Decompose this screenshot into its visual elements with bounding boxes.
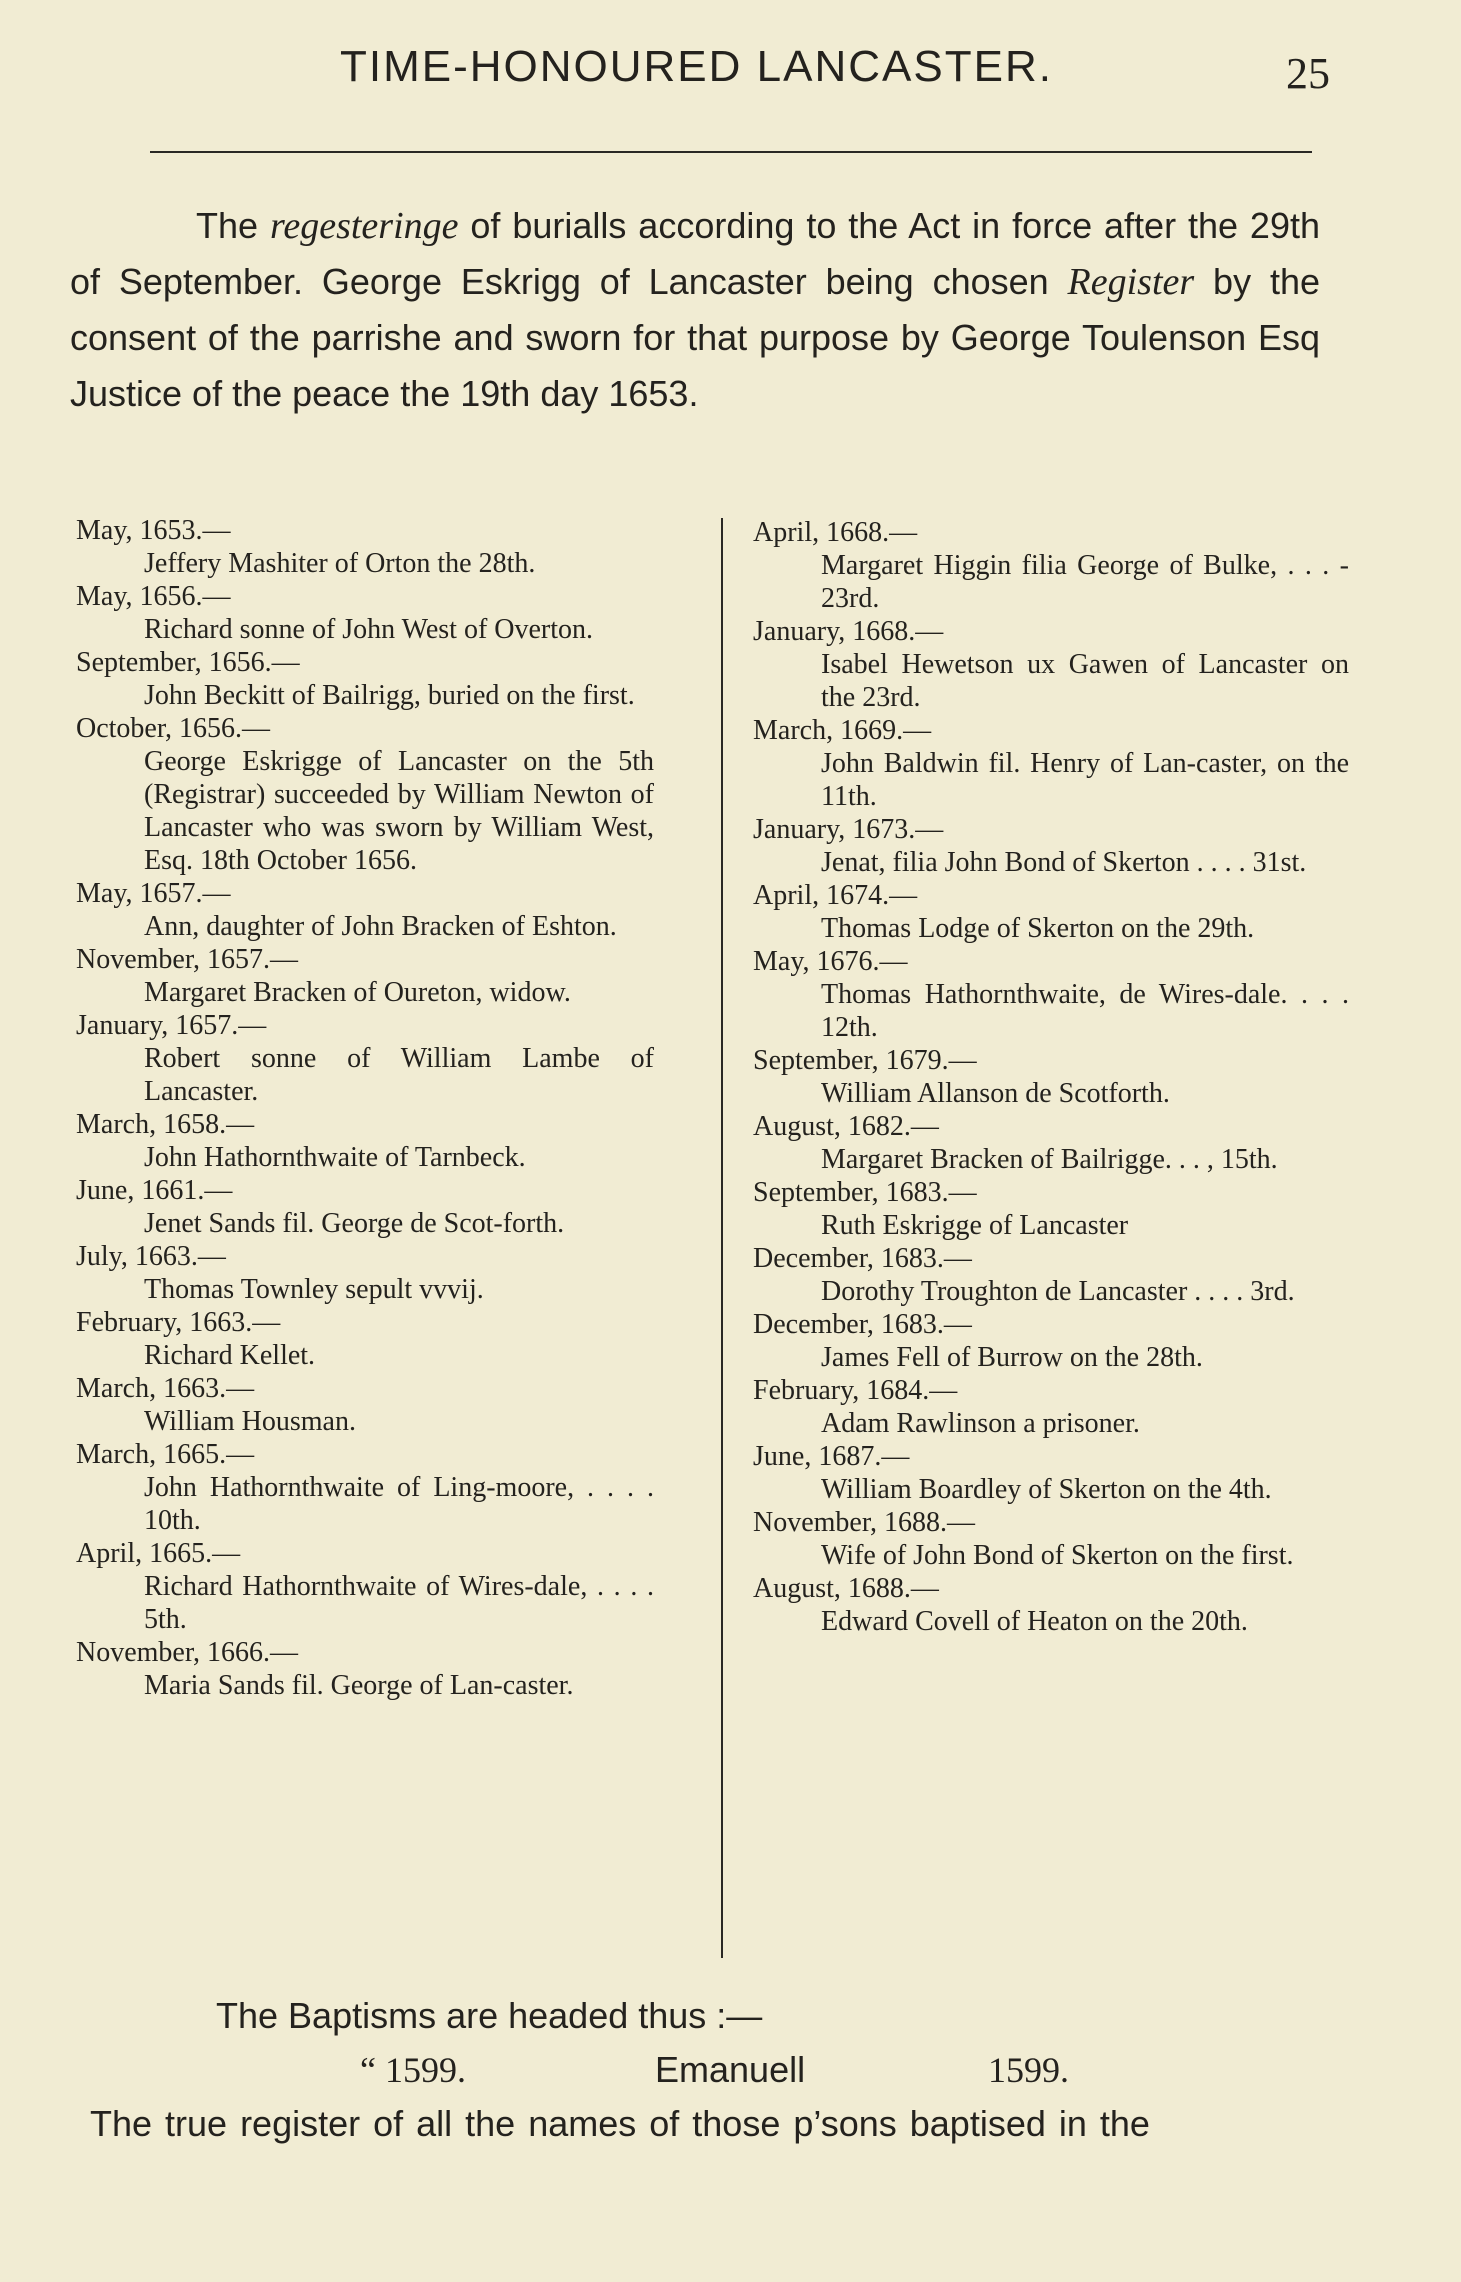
entry-description: William Housman.: [144, 1406, 356, 1437]
page-number: 25: [1286, 49, 1330, 98]
entry-date: April, 1668.—: [753, 517, 918, 548]
entry-date: February, 1663.—: [76, 1307, 281, 1338]
register-entry: [76, 1636, 654, 1702]
entry-description: James Fell of Burrow on the 28th.: [821, 1342, 1203, 1373]
intro-text-3: by the consent of the parrishe and sworn for that purpose by George Toulenson Esq Justice of the peace the 19th day 1653.: [70, 261, 1321, 414]
register-entry: [753, 1572, 1349, 1638]
entry-date: May, 1676.—: [753, 946, 908, 977]
entry-description: Jeffery Mashiter of Orton the 28th.: [144, 548, 536, 579]
entry-date: September, 1683.—: [753, 1177, 977, 1208]
register-entry: [753, 1374, 1349, 1440]
entry-date: May, 1657.—: [76, 878, 231, 909]
entry-date: April, 1665.—: [76, 1538, 241, 1569]
entry-description: Isabel Hewetson ux Gawen of Lancaster on the 23rd.: [821, 649, 1349, 713]
intro-text-2: of burialls according to the Act in force after the 29th of September. George Eskrigg of Lancaster being chosen: [70, 205, 1320, 302]
baptisms-quote-line: [90, 2049, 1340, 2099]
entry-date: March, 1658.—: [76, 1109, 255, 1140]
register-entry: [76, 1240, 654, 1306]
entry-description: John Baldwin fil. Henry of Lan-caster, on the 11th.: [821, 748, 1349, 812]
left-column: [76, 514, 654, 1702]
entry-description: John Hathornthwaite of Tarnbeck.: [144, 1142, 526, 1173]
baptisms-text-line: The true register of all the names of those p’sons baptised in the: [90, 2103, 1150, 2144]
intro-term-register: Register: [1067, 261, 1195, 303]
entry-description: Maria Sands fil. George of Lan-caster.: [144, 1670, 574, 1701]
register-entry: [753, 1044, 1349, 1110]
entry-description: Jenet Sands fil. George de Scot-forth.: [144, 1208, 565, 1239]
register-entry: [753, 714, 1349, 813]
entry-date: January, 1673.—: [753, 814, 944, 845]
entry-date: November, 1666.—: [76, 1637, 299, 1668]
entry-description: George Eskrigge of Lancaster on the 5th (Registrar) succeeded by William Newton of Lancaster who was sworn by William West, Esq. 18th October 1656.: [144, 746, 654, 876]
entry-date: March, 1663.—: [76, 1373, 255, 1404]
entry-description: Margaret Bracken of Oureton, widow.: [144, 977, 571, 1008]
entry-description: Dorothy Troughton de Lancaster . . . . 3rd.: [821, 1276, 1295, 1307]
entry-description: Margaret Higgin filia George of Bulke, . . . - 23rd.: [821, 550, 1349, 614]
entry-description: William Allanson de Scotforth.: [821, 1078, 1170, 1109]
entry-date: December, 1683.—: [753, 1243, 972, 1274]
register-entry: [753, 1506, 1349, 1572]
entry-date: January, 1668.—: [753, 616, 944, 647]
entry-description: John Hathornthwaite of Ling-moore, . . . . 10th.: [144, 1472, 654, 1536]
register-entry: [753, 945, 1349, 1044]
register-entry: [753, 1308, 1349, 1374]
right-column: [753, 516, 1349, 1638]
entry-date: June, 1661.—: [76, 1175, 233, 1206]
register-entry: [753, 1110, 1349, 1176]
entry-description: William Boardley of Skerton on the 4th.: [821, 1474, 1272, 1505]
intro-paragraph: [70, 198, 1320, 422]
entry-description: Thomas Townley sepult vvvij.: [144, 1274, 484, 1305]
register-entry: [76, 877, 654, 943]
entry-date: February, 1684.—: [753, 1375, 958, 1406]
entry-date: October, 1656.—: [76, 713, 271, 744]
register-entry: [76, 1108, 654, 1174]
entry-description: Edward Covell of Heaton on the 20th.: [821, 1606, 1248, 1637]
register-entry: [753, 516, 1349, 615]
entry-description: Jenat, filia John Bond of Skerton . . . . 31st.: [821, 847, 1307, 878]
entry-description: Thomas Lodge of Skerton on the 29th.: [821, 913, 1255, 944]
entry-date: August, 1682.—: [753, 1111, 939, 1142]
register-entry: [76, 1537, 654, 1636]
column-divider: [721, 518, 723, 1958]
entry-description: John Beckitt of Bailrigg, buried on the first.: [144, 680, 635, 711]
baptisms-heading: The Baptisms are headed thus :—: [216, 1995, 763, 2036]
intro-term-regesteringe: regesteringe: [269, 205, 459, 247]
entry-description: Margaret Bracken of Bailrigge. . . , 15th.: [821, 1144, 1278, 1175]
entry-date: December, 1683.—: [753, 1309, 972, 1340]
register-entry: [753, 615, 1349, 714]
entry-description: Thomas Hathornthwaite, de Wires-dale. . . . 12th.: [821, 979, 1349, 1043]
register-entry: [76, 514, 654, 580]
entry-date: November, 1657.—: [76, 944, 299, 975]
entry-date: March, 1665.—: [76, 1439, 255, 1470]
register-entry: [76, 580, 654, 646]
entry-description: Robert sonne of William Lambe of Lancaster.: [144, 1043, 654, 1107]
register-entry: [76, 1306, 654, 1372]
entry-date: June, 1687.—: [753, 1441, 910, 1472]
entry-date: September, 1679.—: [753, 1045, 977, 1076]
entry-date: September, 1656.—: [76, 647, 300, 678]
entry-date: August, 1688.—: [753, 1573, 939, 1604]
register-entry: [76, 1372, 654, 1438]
entry-description: Richard Hathornthwaite of Wires-dale, . . . . 5th.: [144, 1571, 654, 1635]
register-entry: [76, 943, 654, 1009]
register-entry: [76, 1009, 654, 1108]
entry-description: Adam Rawlinson a prisoner.: [821, 1408, 1140, 1439]
register-entry: [753, 1176, 1349, 1242]
entry-date: November, 1688.—: [753, 1507, 976, 1538]
entry-date: July, 1663.—: [76, 1241, 226, 1272]
register-entry: [753, 813, 1349, 879]
quote-year-right: 1599.: [988, 2050, 1069, 2090]
entry-description: Richard sonne of John West of Overton.: [144, 614, 594, 645]
register-entry: [76, 712, 654, 877]
entry-date: January, 1657.—: [76, 1010, 267, 1041]
quote-year-left: “ 1599.: [360, 2050, 466, 2090]
running-title: TIME-HONOURED LANCASTER.: [340, 42, 1053, 91]
entry-date: March, 1669.—: [753, 715, 932, 746]
register-entry: [76, 646, 654, 712]
entry-date: April, 1674.—: [753, 880, 918, 911]
entry-description: Ann, daughter of John Bracken of Eshton.: [144, 911, 617, 942]
entry-date: May, 1656.—: [76, 581, 231, 612]
register-entry: [753, 879, 1349, 945]
register-entry: [76, 1438, 654, 1537]
entry-date: May, 1653.—: [76, 515, 231, 546]
register-entry: [753, 1242, 1349, 1308]
quote-name: Emanuell: [655, 2049, 806, 2090]
running-header: [150, 42, 1330, 102]
burial-register-columns: [76, 514, 1349, 1964]
register-entry: [76, 1174, 654, 1240]
entry-description: Ruth Eskrigge of Lancaster: [821, 1210, 1129, 1241]
header-rule: [150, 151, 1312, 153]
register-entry: [753, 1440, 1349, 1506]
entry-description: Richard Kellet.: [144, 1340, 316, 1371]
intro-text-1: The: [196, 205, 270, 246]
entry-description: Wife of John Bond of Skerton on the first.: [821, 1540, 1294, 1571]
